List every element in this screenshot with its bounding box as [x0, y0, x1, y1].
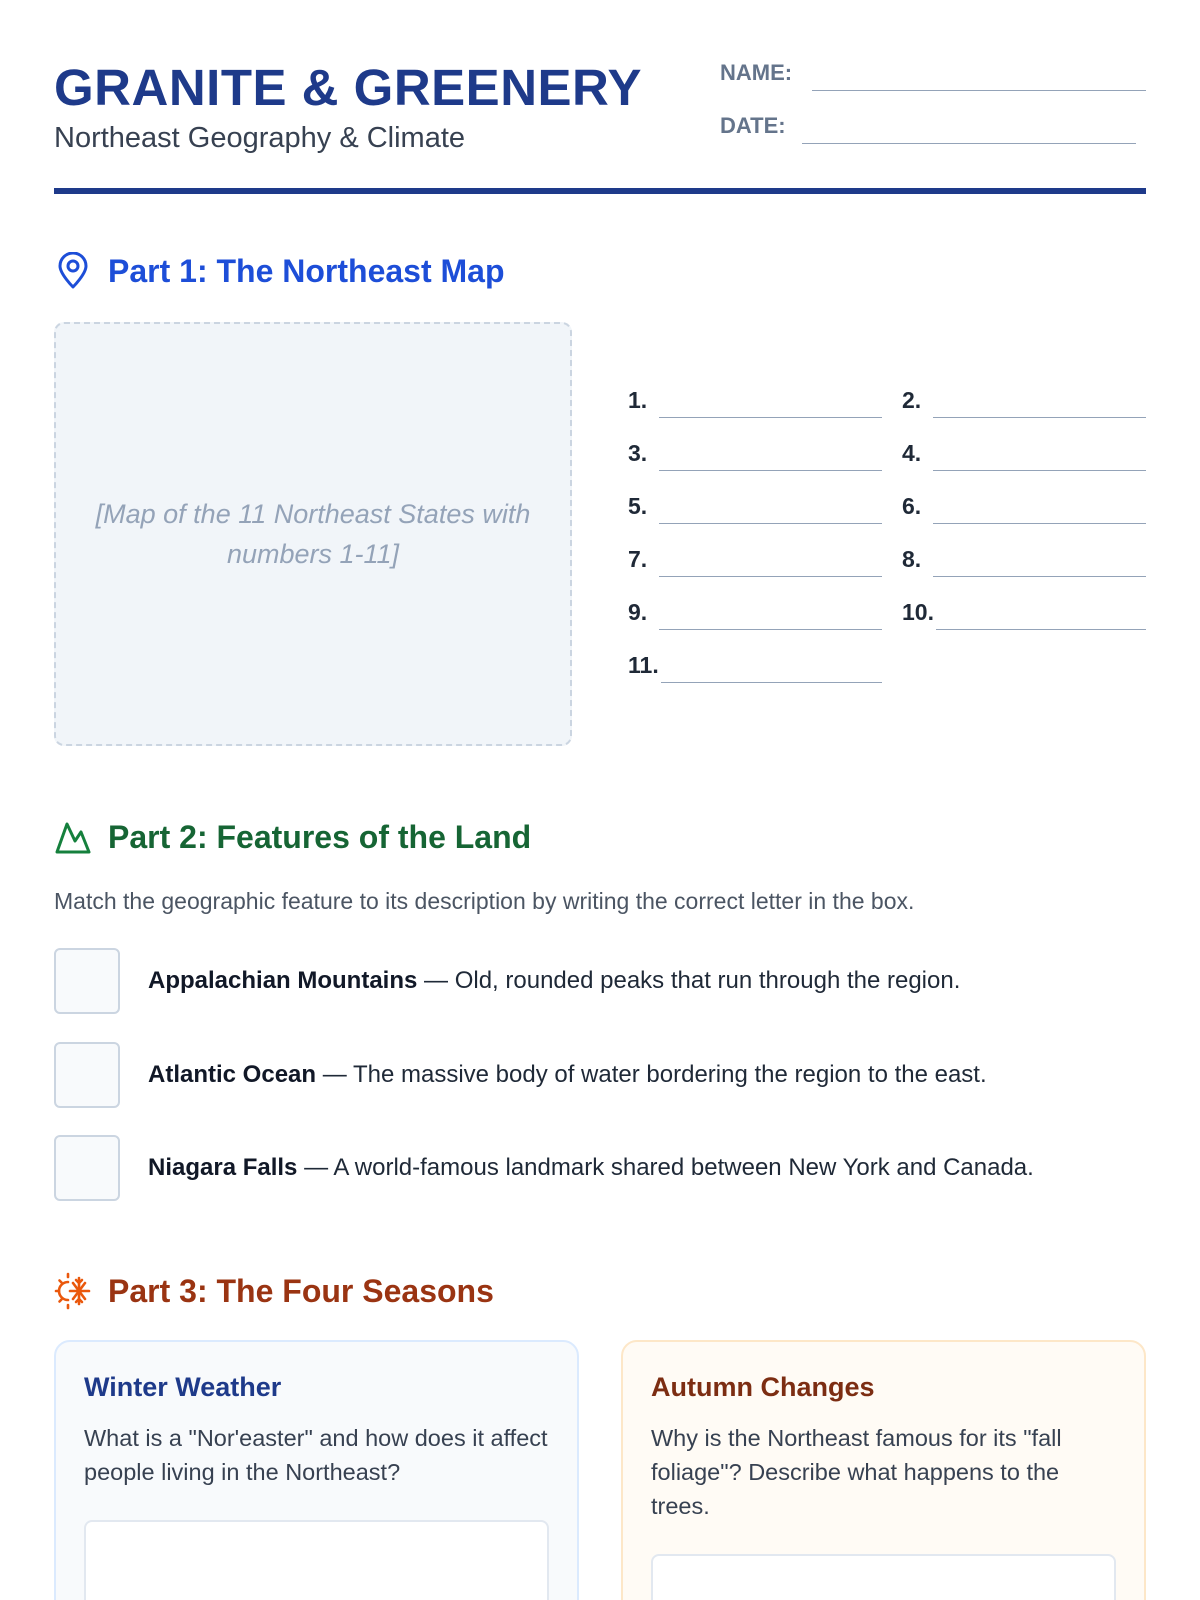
worksheet-title: GRANITE & GREENERY: [54, 59, 643, 116]
map-answer-number: 4.: [902, 440, 922, 466]
worksheet-header: [54, 52, 1146, 194]
answer-line[interactable]: [936, 629, 1146, 630]
winter-weather-card: [54, 1340, 579, 1600]
autumn-card-question: Why is the Northeast famous for its "fall foliage"? Describe what happens to the trees.: [651, 1425, 1062, 1519]
header-divider: [54, 188, 1146, 194]
date-field-line[interactable]: [802, 143, 1136, 144]
date-label: DATE:: [720, 113, 786, 138]
autumn-card-title: Autumn Changes: [651, 1372, 875, 1402]
feature-term: Atlantic Ocean: [148, 1061, 317, 1088]
match-item-text: [148, 1061, 987, 1089]
map-pin-icon: [54, 252, 92, 290]
map-answer-1[interactable]: [628, 382, 882, 418]
map-answer-2[interactable]: [902, 382, 1146, 418]
map-answer-number: 9.: [628, 599, 648, 625]
answer-line[interactable]: [659, 523, 882, 524]
map-answer-11[interactable]: [628, 647, 882, 683]
match-item: [54, 1042, 1146, 1108]
feature-term: Niagara Falls: [148, 1154, 298, 1181]
map-answer-number: 7.: [628, 546, 648, 572]
answer-line[interactable]: [659, 417, 882, 418]
answer-line[interactable]: [933, 523, 1146, 524]
answer-letter-box[interactable]: [54, 1042, 120, 1108]
map-answer-number: 10.: [902, 599, 934, 625]
feature-term: Appalachian Mountains: [148, 967, 418, 994]
winter-card-title: Winter Weather: [84, 1372, 282, 1402]
name-label: NAME:: [720, 60, 793, 85]
map-placeholder: [54, 322, 572, 746]
answer-line[interactable]: [933, 576, 1146, 577]
map-answer-6[interactable]: [902, 488, 1146, 524]
answer-line[interactable]: [933, 417, 1146, 418]
part3-heading-text: Part 3: The Four Seasons: [108, 1272, 494, 1309]
map-answer-number: 2.: [902, 387, 922, 413]
answer-line[interactable]: [659, 470, 882, 471]
map-answer-8[interactable]: [902, 541, 1146, 577]
sun-snowflake-icon: [54, 1272, 92, 1310]
part2-instructions: Match the geographic feature to its description by writing the correct letter in the box.: [54, 888, 915, 914]
feature-description: — The massive body of water bordering the region to the east.: [316, 1061, 987, 1088]
worksheet-subtitle: Northeast Geography & Climate: [54, 122, 466, 154]
worksheet-page: [54, 0, 1146, 1600]
match-item-text: [148, 967, 960, 995]
feature-description: — A world-famous landmark shared between New York and Canada.: [297, 1154, 1034, 1181]
map-answer-number: 11.: [628, 652, 659, 678]
map-answer-number: 5.: [628, 493, 648, 519]
part3-heading: [54, 1272, 494, 1310]
map-answer-3[interactable]: [628, 435, 882, 471]
match-item: [54, 948, 1146, 1014]
map-answer-number: 1.: [628, 387, 648, 413]
winter-answer-box[interactable]: [84, 1520, 549, 1600]
part2-heading-text: Part 2: Features of the Land: [108, 818, 532, 855]
map-answer-number: 3.: [628, 440, 648, 466]
map-answer-number: 6.: [902, 493, 922, 519]
match-item: [54, 1135, 1146, 1201]
answer-line[interactable]: [661, 682, 882, 683]
match-item-text: [148, 1154, 1034, 1182]
map-answer-number: 8.: [902, 546, 922, 572]
answer-line[interactable]: [659, 629, 882, 630]
winter-card-question: What is a "Nor'easter" and how does it affect people living in the Northeast?: [84, 1425, 548, 1485]
map-answer-7[interactable]: [628, 541, 882, 577]
map-answer-10[interactable]: [902, 594, 1146, 630]
name-field-line[interactable]: [812, 90, 1146, 91]
autumn-changes-card: [621, 1340, 1146, 1600]
map-answer-4[interactable]: [902, 435, 1146, 471]
answer-line[interactable]: [659, 576, 882, 577]
map-placeholder-text: [Map of the 11 Northeast States with numbers 1-11]: [95, 499, 531, 569]
mountain-icon: [54, 818, 92, 856]
part1-heading: [54, 252, 505, 290]
part2-heading: [54, 818, 531, 856]
feature-description: — Old, rounded peaks that run through the region.: [417, 967, 961, 994]
answer-letter-box[interactable]: [54, 1135, 120, 1201]
answer-line[interactable]: [933, 470, 1146, 471]
map-answer-5[interactable]: [628, 488, 882, 524]
autumn-answer-box[interactable]: [651, 1554, 1116, 1600]
answer-letter-box[interactable]: [54, 948, 120, 1014]
part1-heading-text: Part 1: The Northeast Map: [108, 252, 505, 289]
map-answer-9[interactable]: [628, 594, 882, 630]
